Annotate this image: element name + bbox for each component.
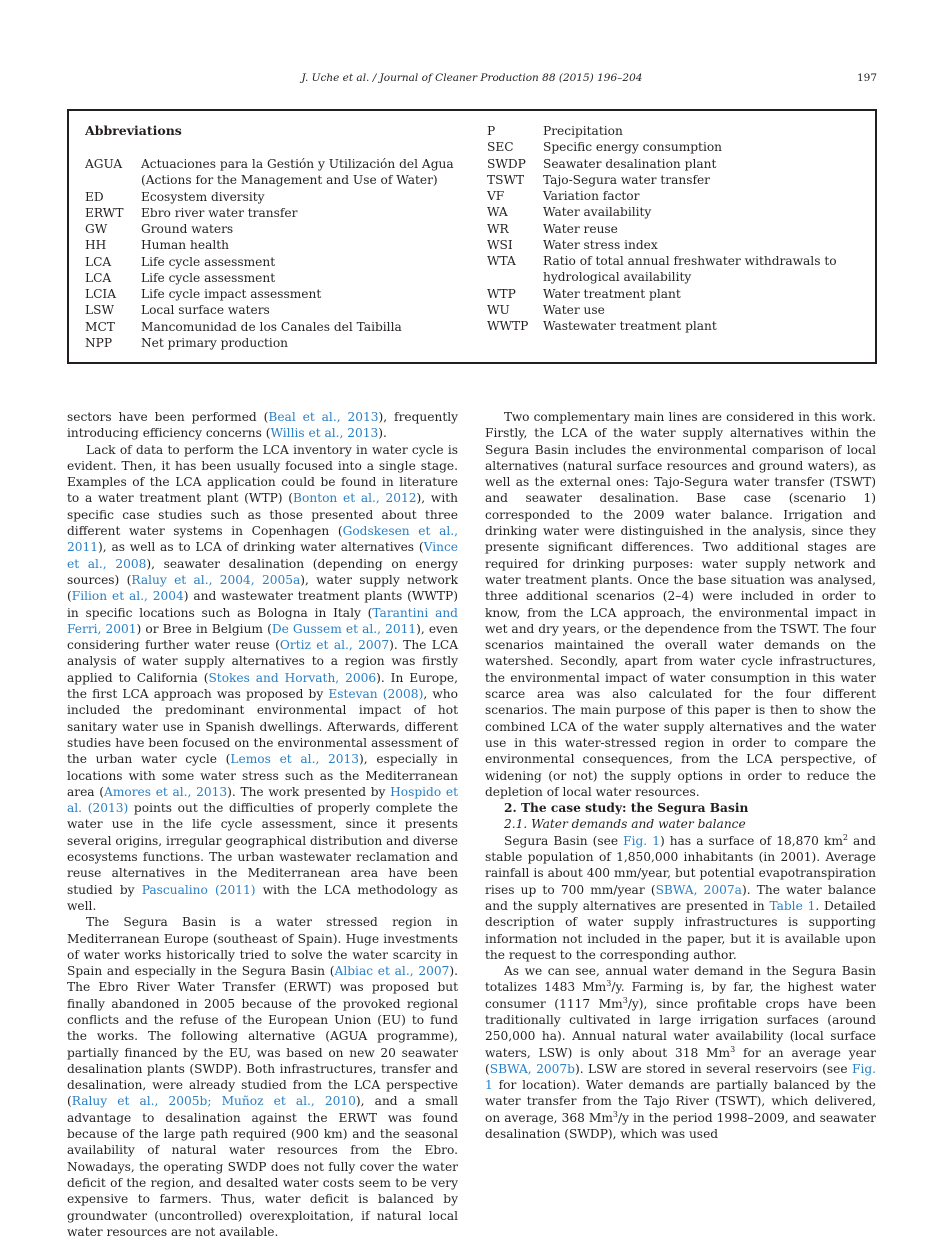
text-run: ). The LCA analysis of water supply alternatives to a region was firstly applied to California ( bbox=[67, 638, 458, 685]
abbreviation-definition: Ecosystem diversity bbox=[141, 189, 265, 204]
abbreviation-term: TSWT bbox=[487, 172, 525, 187]
section-heading: 2. The case study: the Segura Basin bbox=[504, 801, 749, 816]
citation-link[interactable]: Beal et al., 2013 bbox=[268, 410, 379, 424]
text-run: ) or Bree in Belgium ( bbox=[136, 621, 272, 636]
citation-link[interactable]: Raluy et al., 2004, 2005a bbox=[131, 572, 301, 587]
abbreviation-definition: Wastewater treatment plant bbox=[543, 319, 717, 333]
abbreviation-row bbox=[85, 189, 465, 205]
abbreviation-row bbox=[85, 335, 465, 351]
text-run: ), as well as to LCA of drinking water alternatives ( bbox=[98, 540, 424, 555]
citation-link[interactable]: SBWA, 2007b bbox=[489, 1061, 575, 1076]
page-number: 197 bbox=[856, 72, 877, 84]
abbreviation-row bbox=[85, 237, 465, 253]
abbreviation-definition: Ratio of total annual freshwater withdrawals to bbox=[543, 254, 837, 268]
abbreviation-definition: Water reuse bbox=[543, 221, 618, 236]
abbreviation-row bbox=[487, 318, 857, 334]
abbreviation-definition: Water treatment plant bbox=[543, 286, 681, 301]
text-run: for an average year ( bbox=[485, 1045, 876, 1076]
citation-link[interactable]: SBWA, 2007a bbox=[655, 882, 742, 897]
abbreviation-row bbox=[85, 319, 465, 335]
abbreviation-definition: Human health bbox=[141, 238, 229, 253]
text-run: As we can see, annual water demand in the Segura Basin totalizes 1483 Mm bbox=[485, 964, 876, 995]
right-text-column bbox=[485, 409, 876, 1142]
abbreviations-box bbox=[67, 109, 877, 364]
citation-link[interactable]: Ortiz et al., 2007 bbox=[279, 638, 390, 653]
abbreviation-definition: Specific energy consumption bbox=[543, 140, 723, 155]
abbreviation-term: LCA bbox=[85, 254, 112, 269]
abbreviation-row bbox=[85, 156, 465, 172]
abbreviation-term bbox=[85, 172, 141, 188]
abbreviation-row bbox=[85, 254, 465, 270]
text-run: ). LSW are stored in several reservoirs (see bbox=[574, 1061, 852, 1076]
paragraph bbox=[67, 914, 458, 1240]
abbreviation-definition: Net primary production bbox=[141, 335, 289, 350]
citation-link[interactable]: Stokes and Horvath, 2006 bbox=[208, 670, 377, 685]
abbreviation-row bbox=[85, 286, 465, 302]
abbreviation-term: AGUA bbox=[85, 157, 123, 171]
abbreviation-term: MCT bbox=[85, 319, 115, 334]
citation-link[interactable]: Willis et al., 2013 bbox=[270, 426, 379, 441]
text-run: . Detailed description of water supply infrastructures is supporting information not included in the paper, but it is available upon the request to the corresponding author. bbox=[485, 898, 876, 962]
abbreviation-definition: Life cycle assessment bbox=[141, 270, 276, 285]
paragraph bbox=[485, 963, 876, 1142]
text-run: ), especially in locations with some water stress such as the Mediterranean area ( bbox=[67, 752, 458, 799]
paragraph bbox=[485, 833, 876, 963]
abbreviation-term: WSI bbox=[487, 237, 513, 252]
abbreviation-row bbox=[487, 253, 857, 269]
citation-link[interactable]: Pascualino (2011) bbox=[141, 882, 256, 897]
citation-link[interactable]: Hospido et al. (2013) bbox=[67, 784, 458, 816]
abbreviation-definition: Life cycle impact assessment bbox=[141, 287, 322, 301]
abbreviation-row bbox=[487, 123, 857, 139]
abbreviation-definition: Seawater desalination plant bbox=[543, 156, 717, 171]
citation-link[interactable]: Fig. 1 bbox=[485, 1061, 877, 1093]
abbreviations-right-column bbox=[487, 123, 857, 334]
abbreviation-definition: (Actions for the Management and Use of Water) bbox=[141, 173, 438, 188]
abbreviation-term: ERWT bbox=[85, 205, 124, 220]
text-run: and stable population of 1,850,000 inhabitants (in 2001). Average rainfall is about 400 mm/year, but potential evapotranspiration rises up to 700 mm/year ( bbox=[485, 833, 876, 897]
text-run: ). The water balance and the supply alternatives are presented in bbox=[485, 882, 876, 913]
abbreviation-row bbox=[487, 139, 857, 155]
abbreviation-definition: Water stress index bbox=[543, 237, 658, 252]
abbreviation-term: P bbox=[487, 124, 496, 138]
text-run: ). The work presented by bbox=[227, 784, 391, 799]
text-run: ), frequently introducing efficiency concerns ( bbox=[67, 410, 459, 441]
abbreviation-term: WA bbox=[487, 205, 508, 220]
text-run: ). bbox=[378, 426, 387, 441]
running-header bbox=[67, 72, 877, 88]
citation-link[interactable]: Estevan (2008) bbox=[328, 687, 424, 702]
citation-link[interactable]: De Gussem et al., 2011 bbox=[271, 621, 417, 636]
abbreviation-term bbox=[487, 269, 543, 285]
text-run: , who included the predominant environmental impact of hot sanitary water use in Spanish dwellings. Afterwards, different studies have been focused on the environmental assessment of the urban water cycle ( bbox=[67, 687, 458, 767]
citation-link[interactable]: Lemos et al., 2013 bbox=[230, 752, 360, 767]
abbreviation-row bbox=[487, 237, 857, 253]
text-run: Segura Basin (see bbox=[504, 833, 624, 848]
abbreviation-row bbox=[85, 172, 465, 188]
text-run: ). In Europe, the first LCA approach was proposed by bbox=[67, 670, 458, 702]
abbreviation-term: VF bbox=[487, 189, 505, 203]
text-run: ), seawater desalination (depending on energy sources) ( bbox=[67, 556, 458, 587]
text-run: The Segura Basin is a water stressed region in Mediterranean Europe (southeast of Spain). Huge investments of water works historically tried to solve the water scarcity in Spain and especially in the Segura Basin ( bbox=[67, 915, 458, 979]
abbreviation-row bbox=[487, 156, 857, 172]
citation-link[interactable]: Tarantini and Ferri, 2001 bbox=[67, 605, 458, 636]
abbreviation-term: LCIA bbox=[85, 287, 117, 301]
paragraph bbox=[67, 409, 458, 442]
superscript: 3 bbox=[606, 979, 612, 989]
superscript: 3 bbox=[730, 1044, 736, 1054]
text-run: ). The Ebro River Water Transfer (ERWT) was proposed but finally abandoned in 2005 because of the provoked regional conflicts and the refuse of the European Union (EU) to fund the works. The following alternative (AGUA programme), partially financed by the EU, was based on new 20 seawater desalination plants (SWDP). Both infrastructures, transfer and desalination, were already studied from the LCA perspective ( bbox=[67, 964, 458, 1109]
abbreviation-row bbox=[487, 188, 857, 204]
abbreviation-term: WWTP bbox=[487, 319, 529, 333]
citation-link[interactable]: Raluy et al., 2005b; Muñoz et al., 2010 bbox=[71, 1094, 356, 1109]
abbreviation-definition: Actuaciones para la Gestión y Utilización del Agua bbox=[141, 157, 454, 171]
abbreviations-left-column bbox=[85, 156, 465, 351]
abbreviation-definition: Water use bbox=[543, 302, 605, 317]
paragraph bbox=[67, 442, 458, 915]
abbreviation-term: GW bbox=[85, 222, 108, 236]
abbreviation-definition: hydrological availability bbox=[543, 270, 692, 285]
text-run: ), even considering further water reuse ( bbox=[67, 621, 458, 653]
abbreviation-row bbox=[487, 204, 857, 220]
abbreviation-term: WR bbox=[487, 221, 509, 236]
text-run: /y in the period 1998–2009, and seawater desalination (SWDP), which was used bbox=[485, 1110, 876, 1142]
abbreviation-row bbox=[487, 286, 857, 302]
abbreviation-row bbox=[85, 221, 465, 237]
abbreviation-term: LCA bbox=[85, 270, 112, 285]
text-run: Lack of data to perform the LCA inventory in water cycle is evident. Then, it has been usually focused into a single stage. Examples of the LCA application could be found in literature to a water treatment plant (WTP) ( bbox=[67, 442, 458, 506]
abbreviation-definition: Tajo-Segura water transfer bbox=[543, 172, 711, 187]
abbreviation-definition: Local surface waters bbox=[141, 303, 270, 318]
abbreviation-row bbox=[85, 302, 465, 318]
abbreviation-row bbox=[487, 221, 857, 237]
text-run: ), and a small advantage to desalination against the ERWT was found because of the large path required (900 km) and the seasonal availability of natural water resources from the Ebro. Nowadays, the operating SWDP does not fully cover the water deficit of the region, and desalted water costs seem to be very expensive to farmers. Thus, water deficit is balanced by groundwater (uncontrolled) overexploitation, if natural local water resources are not available. bbox=[67, 1094, 458, 1239]
abbreviation-term: SEC bbox=[487, 140, 514, 155]
text-run: /y), since profitable crops have been traditionally cultivated in large irrigation surfaces (around 250,000 ha). Annual natural water availability (local surface waters, LSW) is only about 318 Mm bbox=[485, 996, 876, 1060]
text-run: /y. Farming is, by far, the highest water consumer (1117 Mm bbox=[485, 980, 876, 1011]
abbreviation-definition: Mancomunidad de los Canales del Taibilla bbox=[141, 319, 402, 334]
citation-link[interactable]: Fig. 1 bbox=[623, 833, 660, 848]
superscript: 3 bbox=[612, 1109, 618, 1119]
text-run: sectors have been performed ( bbox=[67, 410, 269, 424]
abbreviation-row bbox=[85, 270, 465, 286]
abbreviation-term: LSW bbox=[85, 303, 114, 318]
abbreviation-row bbox=[487, 269, 857, 285]
citation-link[interactable]: Table 1 bbox=[769, 898, 816, 913]
superscript: 3 bbox=[622, 995, 628, 1005]
citation-link[interactable]: Bonton et al., 2012 bbox=[293, 491, 417, 506]
abbreviation-definition: Precipitation bbox=[543, 124, 623, 138]
abbreviation-definition: Water availability bbox=[543, 205, 652, 220]
abbreviation-row bbox=[487, 302, 857, 318]
abbreviation-definition: Variation factor bbox=[543, 189, 640, 203]
abbreviation-term: WU bbox=[487, 302, 510, 317]
abbreviation-term: WTP bbox=[487, 286, 516, 301]
citation-link[interactable]: Albiac et al., 2007 bbox=[334, 964, 450, 979]
journal-citation: J. Uche et al. / Journal of Cleaner Production 88 (2015) 196–204 bbox=[301, 72, 643, 84]
paragraph bbox=[485, 409, 876, 800]
citation-link[interactable]: Godskesen et al., 2011 bbox=[67, 524, 458, 555]
text-run: ), water supply network ( bbox=[67, 572, 458, 604]
abbreviation-definition: Ebro river water transfer bbox=[141, 205, 298, 220]
citation-link[interactable]: Filion et al., 2004 bbox=[71, 589, 184, 604]
superscript: 2 bbox=[842, 832, 848, 842]
abbreviation-term: WTA bbox=[487, 254, 516, 268]
text-run: ) has a surface of 18,870 km bbox=[659, 833, 843, 848]
abbreviation-row bbox=[85, 205, 465, 221]
text-run: Two complementary main lines are considered in this work. Firstly, the LCA of the water supply alternatives within the Segura Basin includes the environmental comparison of local alternatives (natural surface resources and ground waters), as well as the external ones: Tajo-Segura water transfer (TSWT) and seawater desalination. Base case (scenario 1) corresponded to the 2009 water balance. Irrigation and drinking water were distinguished in the analysis, since they presente significant differences. Two additional stages are required for drinking purposes: water supply network and water treatment plants. Once the base situation was analysed, three additional scenarios (2–4) were included in order to know, from the LCA approach, the environmental impact in wet and dry years, or the dependence from the TSWT. The four scenarios maintained the overall water demands on the watershed. Secondly, apart from water cycle infrastructures, the environmental impact of water consumption in this water scarce area was also calculated for the four different scenarios. The main purpose of this paper is then to show the combined LCA of the water supply alternatives and the water use in this water-stressed region in order to compare the environmental consequences, from the LCA perspective, of widening (or not) the supply options in order to reduce the depletion of local water resources. bbox=[485, 410, 876, 799]
citation-link[interactable]: Amores et al., 2013 bbox=[104, 784, 228, 799]
abbreviation-definition: Life cycle assessment bbox=[141, 254, 276, 269]
abbreviations-title: Abbreviations bbox=[85, 123, 182, 138]
abbreviation-row bbox=[487, 172, 857, 188]
abbreviation-definition: Ground waters bbox=[141, 222, 234, 236]
text-run: points out the difficulties of properly complete the water use in the life cycle assessment, since it presents several origins, irregular geographical distribution and diverse ecosystems functions. The urban wastewater reclamation and reuse alternatives in the Mediterranean area have been studied by bbox=[67, 801, 458, 897]
text-run: for location). Water demands are partially balanced by the water transfer from the Tajo River (TSWT), which delivered, on average, 368 Mm bbox=[485, 1078, 876, 1125]
text-run: with the LCA methodology as well. bbox=[67, 882, 459, 913]
text-run: ), with specific case studies such as those presented about three different water systems in Copenhagen ( bbox=[67, 491, 458, 539]
abbreviation-term: ED bbox=[85, 189, 104, 204]
abbreviation-term: HH bbox=[85, 238, 107, 253]
citation-link[interactable]: Vince et al., 2008 bbox=[67, 540, 458, 571]
left-text-column bbox=[67, 409, 458, 1240]
subsection-heading: 2.1. Water demands and water balance bbox=[504, 817, 746, 832]
abbreviation-term: NPP bbox=[85, 335, 113, 350]
abbreviation-term: SWDP bbox=[487, 156, 526, 171]
text-run: ) and wastewater treatment plants (WWTP) in specific locations such as Bologna in Italy ( bbox=[67, 589, 459, 620]
